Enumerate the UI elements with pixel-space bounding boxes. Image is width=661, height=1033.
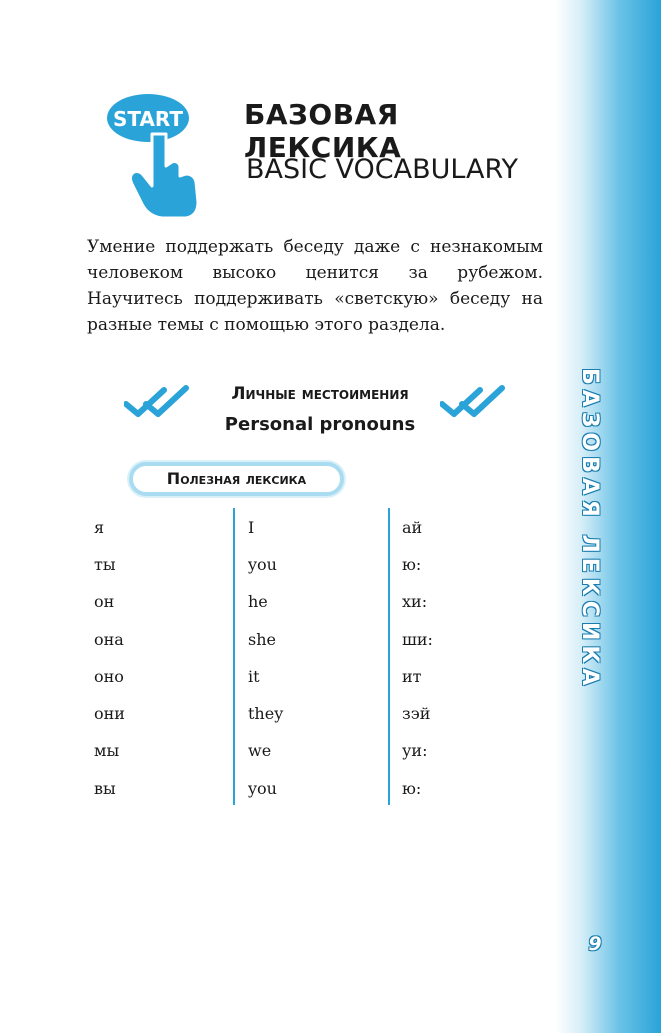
page-title-en: BASIC VOCABULARY	[246, 154, 519, 185]
table-cell-pron: ит	[402, 667, 422, 686]
start-hand-icon	[100, 84, 200, 224]
double-check-icon-left	[124, 384, 190, 420]
double-check-icon-right	[440, 384, 506, 420]
table-cell-pron: ши:	[402, 630, 433, 649]
table-cell-ru: мы	[94, 741, 120, 760]
table-cell-en: they	[248, 704, 284, 723]
page-number: 9	[588, 933, 602, 955]
table-cell-en: we	[248, 741, 272, 760]
table-cell-pron: ай	[402, 518, 423, 537]
table-cell-en: she	[248, 630, 276, 649]
table-cell-pron: зэй	[402, 704, 431, 723]
useful-vocabulary-badge: Полезная лексика	[129, 462, 344, 496]
table-cell-pron: ю:	[402, 779, 422, 798]
table-cell-en: it	[248, 667, 260, 686]
table-cell-pron: ю:	[402, 555, 422, 574]
table-cell-en: I	[248, 518, 255, 537]
table-cell-ru: я	[94, 518, 105, 537]
column-divider-2	[388, 508, 390, 805]
side-chapter-title: БАЗОВАЯ ЛЕКСИКА	[577, 368, 602, 691]
table-cell-ru: ты	[94, 555, 116, 574]
table-cell-en: you	[248, 555, 277, 574]
table-cell-ru: оно	[94, 667, 124, 686]
section-title-en: Personal pronouns	[224, 414, 416, 435]
column-divider-1	[233, 508, 235, 805]
table-cell-ru: они	[94, 704, 125, 723]
table-cell-ru: вы	[94, 779, 116, 798]
table-cell-pron: хи:	[402, 592, 428, 611]
start-label: START	[112, 107, 184, 131]
table-cell-ru: она	[94, 630, 124, 649]
table-cell-en: you	[248, 779, 277, 798]
table-cell-en: he	[248, 592, 268, 611]
table-cell-pron: уи:	[402, 741, 428, 760]
intro-paragraph: Умение поддержать беседу даже с незнакомым человеком высоко ценится за рубежом. Научитесь поддерживать «светскую» беседу на разные темы с помощью этого раздела.	[87, 237, 543, 335]
section-title-ru: Личные местоимения	[231, 384, 409, 404]
page-title-ru: БАЗОВАЯ ЛЕКСИКА	[244, 98, 402, 164]
table-cell-ru: он	[94, 592, 115, 611]
